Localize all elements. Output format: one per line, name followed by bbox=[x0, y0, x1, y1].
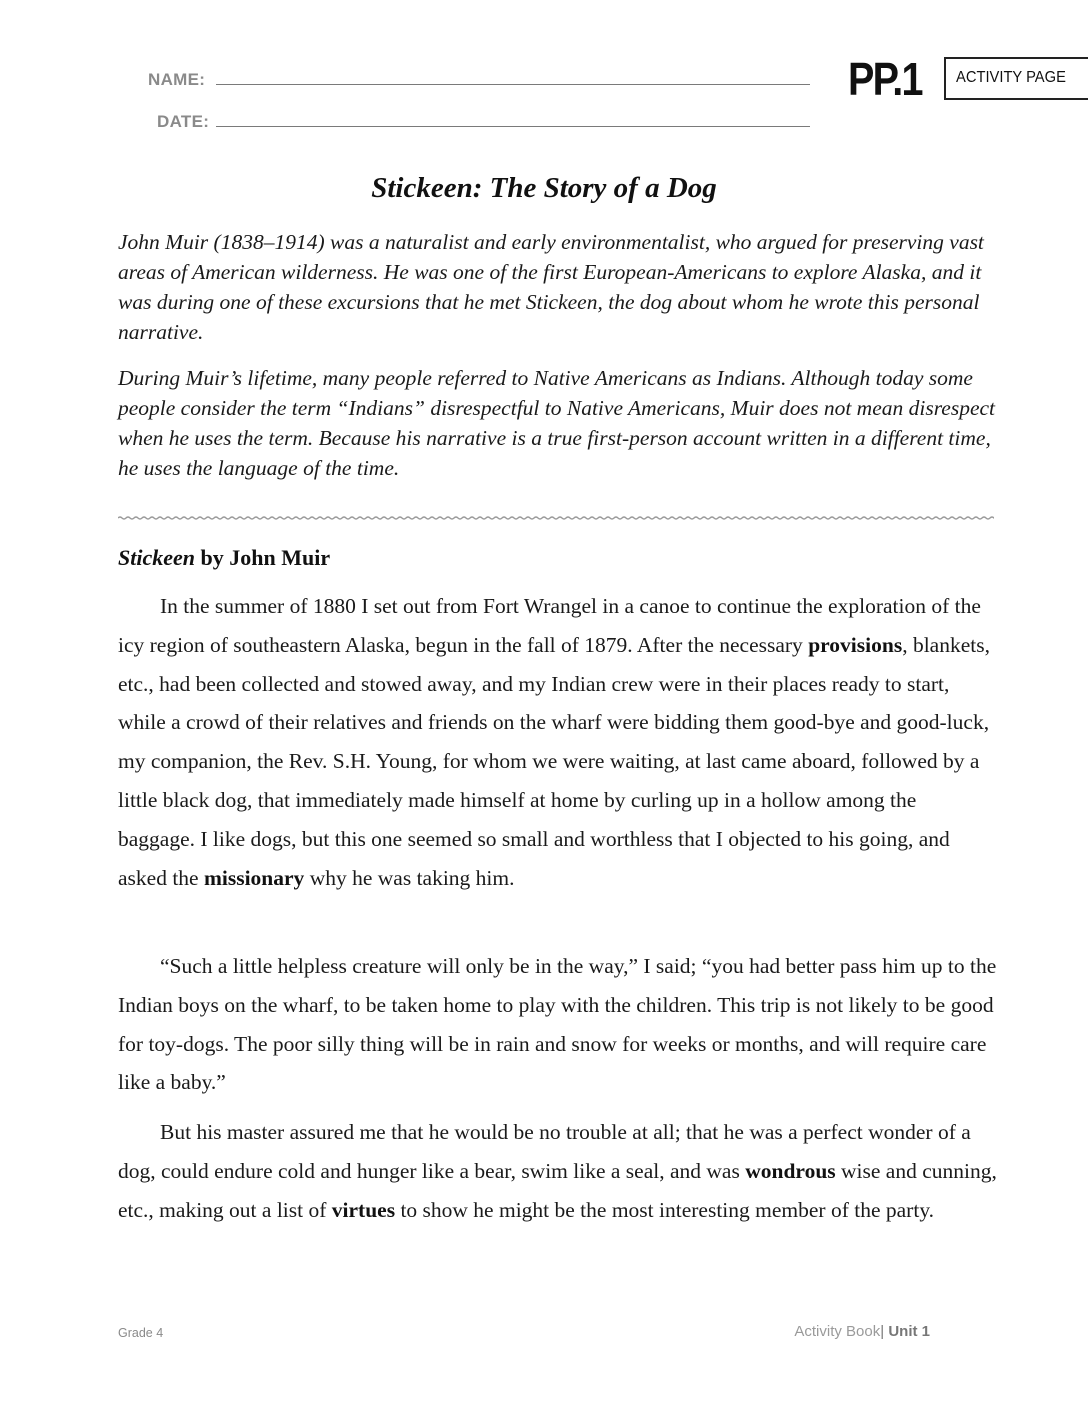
story-title: Stickeen bbox=[118, 545, 195, 570]
footer-separator: | bbox=[880, 1323, 885, 1340]
footer-book-unit bbox=[794, 1323, 930, 1340]
p3-text-a: But his master assured me that he would be no trouble at all; that he was a perfect wonder of a dog, could endure cold and hunger like a bear, swim like a seal, and was bbox=[118, 1120, 971, 1183]
name-label: NAME: bbox=[148, 70, 206, 89]
intro-paragraph-1: John Muir (1838–1914) was a naturalist and early environmentalist, who argued for preserving vast areas of American wilderness. He was one of the first European-Americans to explore Alaska, and it was during one of these excursions that he met Stickeen, the dog about whom he wrote this personal narrative. bbox=[118, 230, 984, 344]
page-title: Stickeen: The Story of a Dog bbox=[371, 172, 717, 204]
date-label: DATE: bbox=[157, 112, 210, 131]
activity-page-box bbox=[944, 57, 1088, 100]
p1-text-e: why he was taking him. bbox=[304, 865, 515, 890]
story-paragraph-3 bbox=[118, 1113, 998, 1229]
activity-page-label: ACTIVITY PAGE bbox=[956, 69, 1066, 86]
date-line[interactable] bbox=[216, 126, 810, 127]
wavy-divider bbox=[118, 509, 994, 527]
vocab-wondrous: wondrous bbox=[745, 1158, 836, 1183]
vocab-missionary: missionary bbox=[203, 865, 305, 890]
intro-paragraph-2: During Muir’s lifetime, many people referred to Native Americans as Indians. Although today some people consider the term “Indians” disrespectful to Native Americans, Muir does not mean disrespect when he uses the term. Because his narrative is a true first-person account written in a different time, he uses the language of the time. bbox=[118, 366, 996, 480]
name-line[interactable] bbox=[216, 84, 810, 85]
footer-book: Activity Book bbox=[794, 1323, 881, 1340]
footer-grade: Grade 4 bbox=[118, 1326, 164, 1340]
page-code: PP.1 bbox=[848, 53, 922, 105]
story-paragraph-1 bbox=[118, 587, 998, 897]
story-byline: by John Muir bbox=[195, 545, 331, 570]
story-paragraph-2: “Such a little helpless creature will only be in the way,” I said; “you had better pass him up to the Indian boys on the wharf, to be taken home to play with the children. This trip is not likely to be good for toy-dogs. The poor silly thing will be in rain and snow for weeks or months, and will require care like a baby.” bbox=[118, 954, 997, 1095]
p1-text-a: In the summer of 1880 I set out from Fort Wrangel in a canoe to continue the exploration of the icy region of southeastern Alaska, begun in the fall of 1879. After the necessary bbox=[118, 594, 981, 657]
p3-text-c: wise and cunning, etc., making out a list of bbox=[118, 1158, 997, 1222]
vocab-provisions: provisions bbox=[808, 632, 903, 657]
p1-text-c: , blankets, etc., had been collected and stowed away, and my Indian crew were in their places ready to start, while a crowd of their relatives and friends on the wharf were bidding them good-bye and good-luck, my companion, the Rev. S.H. Young, for whom we were waiting, at last came aboard, followed by a little black dog, that immediately made himself at home by curling up in a hollow among the baggage. I like dogs, but this one seemed so small and worthless that I objected to his going, and asked the bbox=[118, 632, 990, 890]
p3-text-e: to show he might be the most interesting member of the party. bbox=[395, 1197, 935, 1222]
vocab-virtues: virtues bbox=[331, 1197, 396, 1222]
story-heading bbox=[118, 545, 330, 571]
footer-unit: Unit 1 bbox=[888, 1323, 930, 1340]
